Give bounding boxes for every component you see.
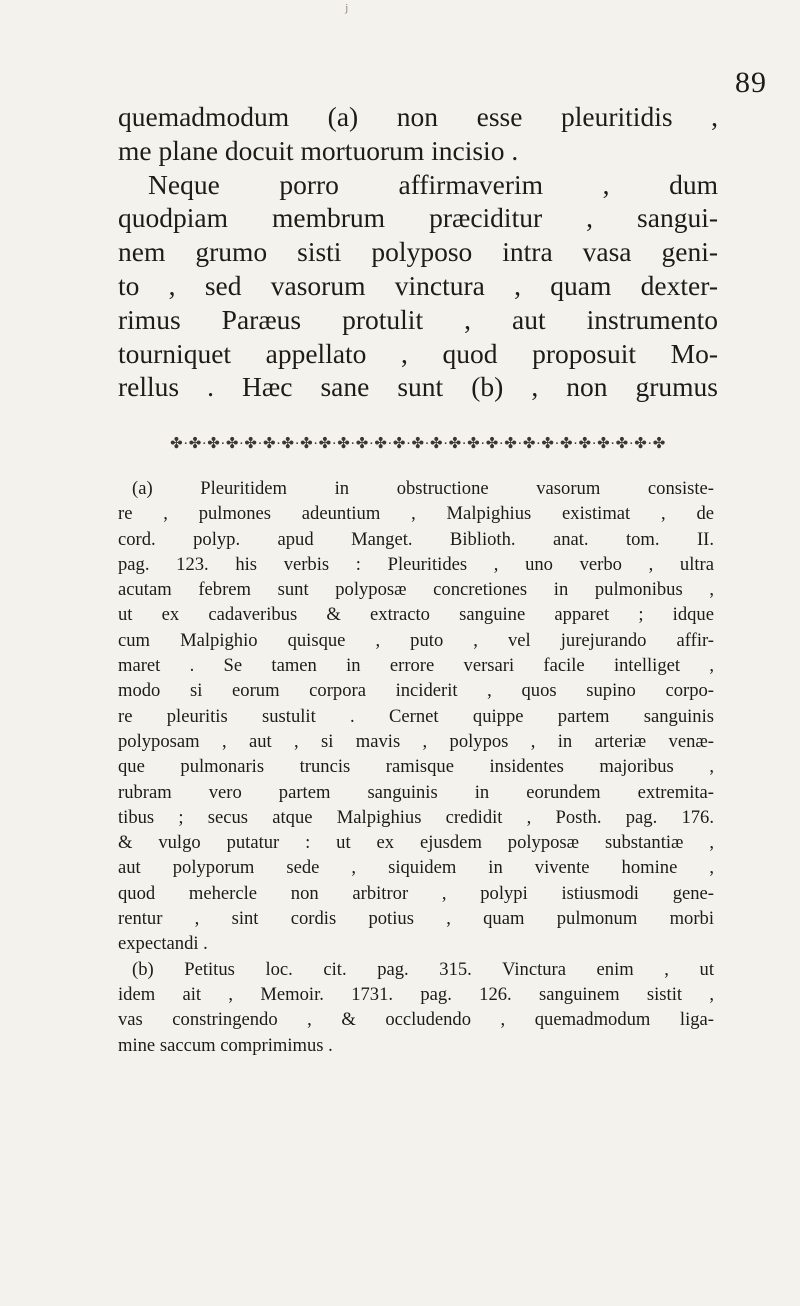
footnote-line: mine saccum comprimimus . bbox=[118, 1034, 333, 1056]
ornamental-divider: ✤·✤·✤·✤·✤·✤·✤·✤·✤·✤·✤·✤·✤·✤·✤·✤·✤·✤·✤·✤·✤·✤·✤·✤·✤·✤·✤ bbox=[170, 436, 666, 452]
footnote-line: (b) Petitus loc. cit. pag. 315. Vinctura enim , ut bbox=[132, 958, 714, 980]
main-text-line: rellus . Hæc sane sunt (b) , non grumus bbox=[118, 371, 718, 403]
main-text-line: to , sed vasorum vinctura , quam dexter- bbox=[118, 269, 718, 301]
footnotes bbox=[118, 476, 714, 1058]
footnote-line: rentur , sint cordis potius , quam pulmonum morbi bbox=[118, 908, 714, 930]
main-text-line: quodpiam membrum præciditur , sangui- bbox=[118, 202, 718, 234]
footnote-line: re , pulmones adeuntium , Malpighius existimat , de bbox=[118, 503, 714, 525]
footnote-line: acutam febrem sunt polyposæ concretiones in pulmonibus , bbox=[118, 579, 714, 601]
paper-mark: ʲ bbox=[345, 0, 348, 20]
footnote-line: maret . Se tamen in errore versari facile intelliget , bbox=[118, 655, 714, 677]
footnote-line: expectandi . bbox=[118, 933, 208, 955]
footnote-line: quod mehercle non arbitror , polypi istiusmodi gene- bbox=[118, 882, 714, 904]
footnote-line: cord. polyp. apud Manget. Biblioth. anat. tom. II. bbox=[118, 528, 714, 550]
main-text-line: me plane docuit mortuorum incisio . bbox=[118, 134, 519, 166]
page-number: 89 bbox=[735, 66, 767, 99]
footnote-line: tibus ; secus atque Malpighius credidit , Posth. pag. 176. bbox=[118, 806, 714, 828]
footnote-line: cum Malpighio quisque , puto , vel jurejurando affir- bbox=[118, 629, 714, 651]
footnote-line: (a) Pleuritidem in obstructione vasorum consiste- bbox=[132, 478, 714, 499]
footnote-line: modo si eorum corpora inciderit , quos supino corpo- bbox=[118, 680, 714, 702]
main-text-line: tourniquet appellato , quod proposuit Mo- bbox=[118, 337, 718, 369]
main-text-line: quemadmodum (a) non esse pleuritidis , bbox=[118, 101, 718, 132]
footnote-line: idem ait , Memoir. 1731. pag. 126. sanguinem sistit , bbox=[118, 983, 714, 1005]
main-text-line: Neque porro affirmaverim , dum bbox=[148, 168, 718, 200]
footnote-line: re pleuritis sustulit . Cernet quippe partem sanguinis bbox=[118, 705, 714, 727]
footnote-line: aut polyporum sede , siquidem in vivente homine , bbox=[118, 857, 714, 879]
main-text bbox=[118, 100, 718, 404]
footnote-line: & vulgo putatur : ut ex ejusdem polyposæ substantiæ , bbox=[118, 832, 714, 854]
footnote-line: pag. 123. his verbis : Pleuritides , uno verbo , ultra bbox=[118, 553, 714, 575]
footnote-line: vas constringendo , & occludendo , quemadmodum liga- bbox=[118, 1009, 714, 1031]
main-text-line: nem grumo sisti polyposo intra vasa geni- bbox=[118, 236, 718, 268]
footnote-line: ut ex cadaveribus & extracto sanguine apparet ; idque bbox=[118, 604, 714, 626]
footnote-line: rubram vero partem sanguinis in eorundem extremita- bbox=[118, 781, 714, 803]
footnote-line: que pulmonaris truncis ramisque insidentes majoribus , bbox=[118, 756, 714, 778]
footnote-line: polyposam , aut , si mavis , polypos , in arteriæ venæ- bbox=[118, 730, 714, 752]
main-text-line: rimus Paræus protulit , aut instrumento bbox=[118, 303, 718, 335]
